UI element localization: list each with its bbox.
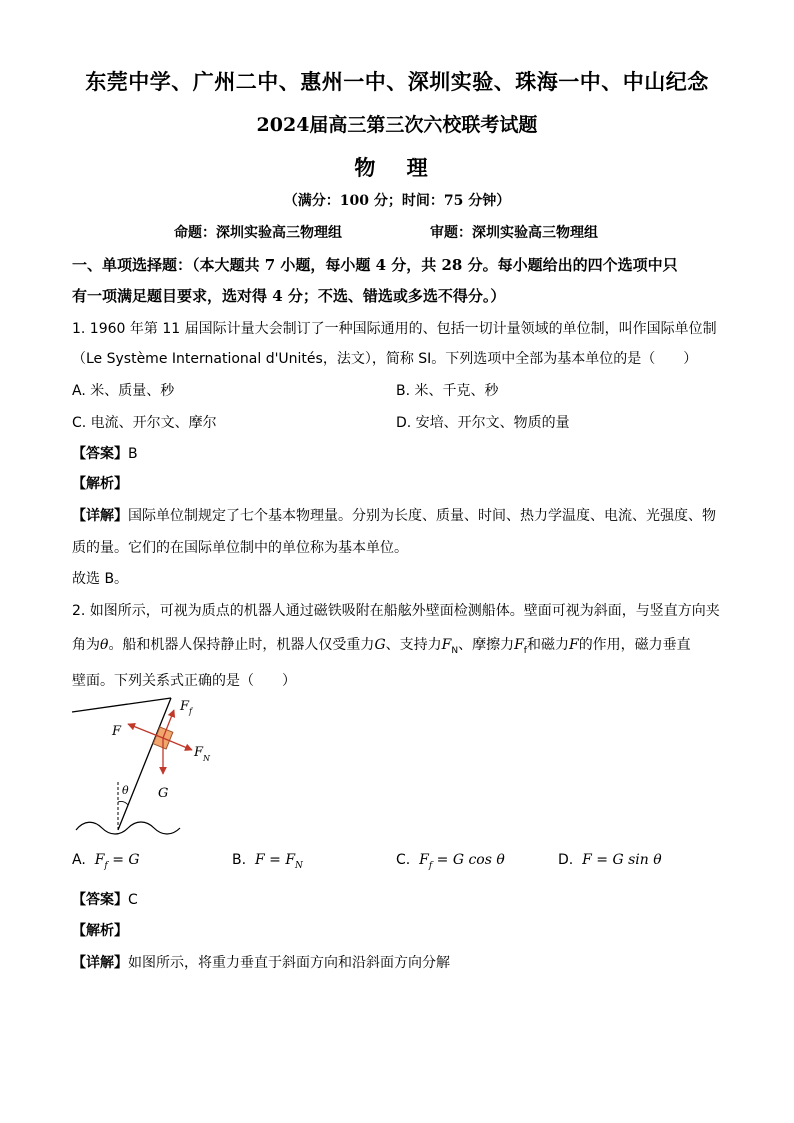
q1-conclusion: 故选 B。	[72, 571, 129, 587]
stem-text: 、支持力	[385, 637, 442, 653]
option-expr: F = G sin θ	[582, 852, 662, 868]
detail-tag: 【详解】	[72, 955, 128, 971]
stem-text: 。船和机器人保持静止时，机器人仅受重力	[108, 637, 375, 653]
friction-symbol: F	[514, 637, 524, 653]
exam-title-schools: 东莞中学、广州二中、惠州一中、深圳实验、珠海一中、中山纪念	[85, 69, 709, 94]
friction-label: F	[180, 699, 190, 714]
exam-meta: （满分：100 分；时间：75 分钟）	[283, 193, 511, 209]
subject-title: 物 理	[354, 155, 440, 180]
answer-value: B	[128, 446, 138, 462]
q1-option-d: D. 安培、开尔文、物质的量	[396, 415, 570, 431]
q1-analysis-tag: 【解析】	[72, 476, 128, 492]
gravity-symbol: G	[374, 637, 386, 653]
normal-force-subscript: N	[203, 754, 210, 763]
option-label: D.	[558, 852, 574, 868]
stem-text: 的作用，磁力垂直	[578, 637, 691, 653]
q1-stem-line2: （Le Système International d'Unités，法文），简称 SI。下列选项中全部为基本单位的是（ ）	[72, 351, 698, 367]
option-expr: F = F	[254, 852, 296, 868]
q2-option-b	[232, 852, 303, 871]
option-label: B.	[232, 852, 247, 868]
q2-option-c	[396, 852, 505, 871]
exam-title: 2024届高三第三次六校联考试题	[256, 114, 538, 136]
option-label: A.	[72, 852, 86, 868]
q1-detail-line1	[72, 505, 716, 525]
option-subscript: N	[295, 860, 303, 871]
q2-option-a	[72, 852, 140, 871]
section-heading-line2: 有一项满足题目要求，选对得 4 分；不选、错选或多选不得分。）	[72, 287, 506, 305]
magnetic-force-label: F	[112, 724, 122, 739]
deck-line	[72, 698, 171, 712]
option-subscript: f	[428, 860, 433, 871]
stem-text: 、摩擦力	[458, 637, 515, 653]
q1-stem-line1: 1. 1960 年第 11 届国际计量大会制订了一种国际通用的、包括一切计量领域的单位制，叫作国际单位制	[72, 321, 717, 337]
setter-line: 命题：深圳实验高三物理组	[174, 225, 342, 241]
option-expr-rhs: = G cos θ	[432, 852, 505, 868]
answer-tag: 【答案】	[72, 892, 128, 908]
friction-subscript: f	[189, 707, 192, 716]
gravity-label: G	[158, 786, 169, 801]
q1-option-b: B. 米、千克、秒	[396, 383, 499, 399]
stem-text: 和磁力	[526, 637, 569, 653]
q2-stem-line1: 2. 如图所示，可视为质点的机器人通过磁铁吸附在船舷外壁面检测船体。壁面可视为斜面，与竖直方向夹	[72, 603, 720, 619]
magnetic-force-symbol: F	[568, 637, 579, 653]
angle-arc	[118, 801, 128, 805]
detail-text: 如图所示，将重力垂直于斜面方向和沿斜面方向分解	[128, 955, 450, 971]
water-surface	[76, 822, 180, 834]
q2-detail-line1	[72, 952, 450, 972]
q1-option-c: C. 电流、开尔文、摩尔	[72, 415, 217, 431]
option-label: C.	[396, 852, 411, 868]
q2-analysis-tag: 【解析】	[72, 923, 128, 939]
q2-stem-line2	[72, 634, 691, 656]
q2-answer	[72, 889, 138, 909]
q1-option-a: A. 米、质量、秒	[72, 383, 175, 399]
option-expr: F	[94, 852, 105, 868]
detail-tag: 【详解】	[72, 508, 128, 524]
subscript: f	[523, 645, 527, 656]
q1-answer	[72, 443, 138, 463]
q2-stem-line3: 壁面。下列关系式正确的是（ ）	[72, 673, 296, 689]
q1-detail-line2: 质的量。它们的在国际单位制中的单位称为基本单位。	[72, 540, 408, 556]
theta-symbol: θ	[100, 637, 109, 653]
theta-label: θ	[122, 784, 129, 797]
option-subscript: f	[104, 860, 108, 871]
normal-force-symbol: F	[441, 637, 452, 653]
subscript: N	[451, 645, 459, 656]
q2-option-d	[558, 852, 662, 868]
force-diagram	[68, 690, 238, 840]
detail-text: 国际单位制规定了七个基本物理量。分别为长度、质量、时间、热力学温度、电流、光强度、物	[128, 508, 716, 524]
option-expr: F	[419, 852, 429, 868]
reviewer-line: 审题：深圳实验高三物理组	[430, 225, 598, 241]
answer-value: C	[128, 892, 138, 908]
answer-tag: 【答案】	[72, 446, 128, 462]
option-expr-rhs: = G	[107, 852, 140, 868]
normal-force-label: F	[194, 745, 204, 760]
stem-text: 角为	[72, 637, 100, 653]
section-heading-line1: 一、单项选择题：（本大题共 7 小题，每小题 4 分，共 28 分。每小题给出的四个选项中只	[72, 256, 678, 274]
